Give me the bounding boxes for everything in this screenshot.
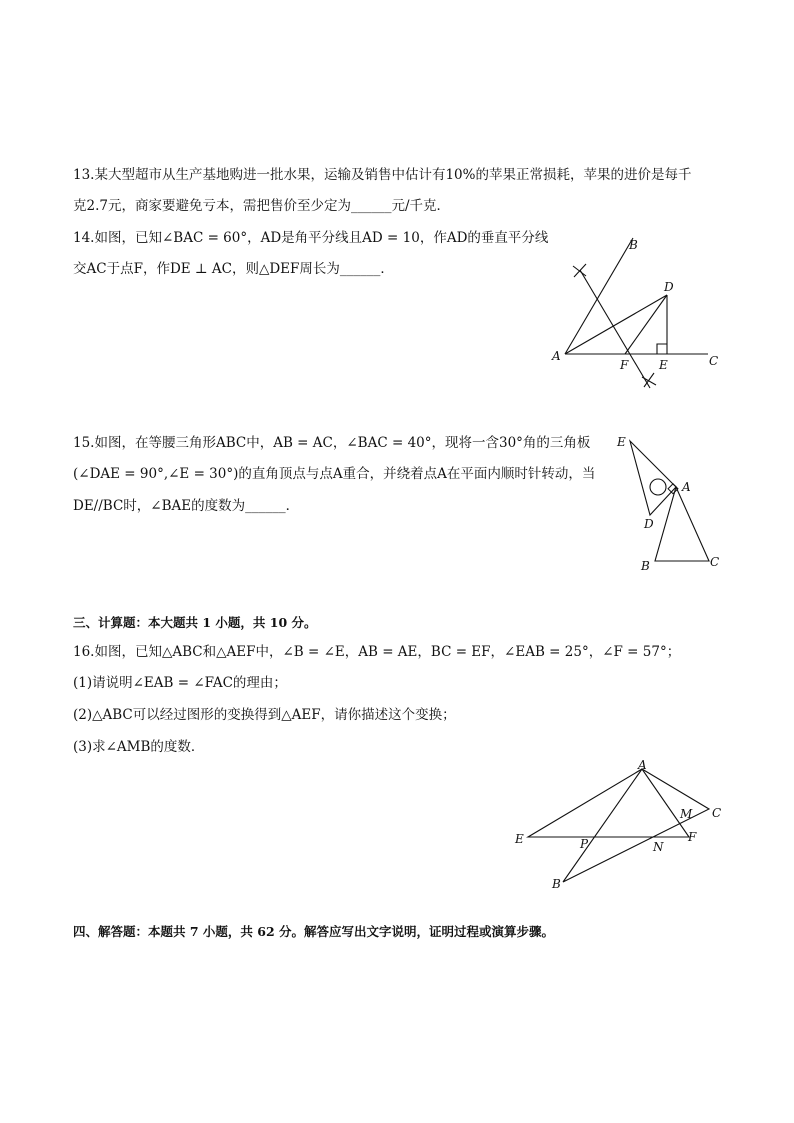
label-B: B xyxy=(641,559,650,573)
label-F: F xyxy=(620,358,629,372)
segment-AD xyxy=(565,295,667,354)
label-B: B xyxy=(629,238,638,252)
q16-line1: 16.如图，已知△ABC和△AEF中，∠B = ∠E，AB = AE，BC = EF，∠EAB = 25°，∠F = 57°； xyxy=(73,644,681,660)
section3-title: 三、计算题：本大题共 1 小题，共 10 分。 xyxy=(73,615,317,630)
q14-line2: 交AC于点F，作DE ⊥ AC，则△DEF周长为______． xyxy=(73,261,394,277)
arc-mark-bottom xyxy=(642,373,656,387)
q15-line2: (∠DAE = 90°,∠E = 30°)的直角顶点与点A重合，并绕着点A在平面内顺时针转动，当 xyxy=(73,466,596,482)
q16-figure xyxy=(505,757,735,897)
q16-line4: (3)求∠AMB的度数． xyxy=(73,739,205,755)
q15-line1: 15.如图，在等腰三角形ABC中，AB = AC，∠BAC = 40°，现将一含30°角的三角板 xyxy=(73,435,591,451)
label-F: F xyxy=(688,830,697,844)
label-A: A xyxy=(552,349,561,363)
right-angle-mark xyxy=(657,344,667,354)
label-E: E xyxy=(515,832,524,846)
q14-line1: 14.如图，已知∠BAC = 60°，AD是角平分线且AD = 10，作AD的垂直平分线 xyxy=(73,230,549,246)
label-N: N xyxy=(653,840,664,854)
perpendicular-bisector xyxy=(580,270,650,388)
q16-line3: (2)△ABC可以经过图形的变换得到△AEF，请你描述这个变换； xyxy=(73,707,456,723)
label-P: P xyxy=(580,837,589,851)
triangle-AEF xyxy=(528,769,689,837)
label-A: A xyxy=(638,758,647,772)
label-D: D xyxy=(644,517,654,531)
section4-title: 四、解答题：本题共 7 小题，共 62 分。解答应写出文字说明，证明过程或演算步骤。 xyxy=(73,924,555,939)
triangle-ABC xyxy=(655,487,709,561)
label-C: C xyxy=(712,806,722,820)
label-C: C xyxy=(710,555,720,569)
q13-line1: 13.某大型超市从生产基地购进一批水果，运输及销售中估计有10%的苹果正常损耗，苹果的进价是每千 xyxy=(73,167,692,183)
label-E: E xyxy=(659,358,668,372)
set-square-hole xyxy=(650,479,666,495)
label-D: D xyxy=(664,280,674,294)
q14-figure xyxy=(540,230,740,400)
ray-AB xyxy=(565,238,633,354)
q13-line2: 克2.7元，商家要避免亏本，需把售价至少定为______元/千克． xyxy=(73,198,451,214)
label-B: B xyxy=(552,877,561,891)
arc-mark-top xyxy=(573,264,586,277)
q16-line2: (1)请说明∠EAB = ∠FAC的理由； xyxy=(73,675,287,691)
label-E: E xyxy=(617,435,626,449)
set-square-ADE xyxy=(630,441,676,515)
label-M: M xyxy=(680,807,693,821)
label-C: C xyxy=(709,354,719,368)
segment-DF xyxy=(625,295,667,354)
q15-figure xyxy=(610,430,730,575)
label-A: A xyxy=(682,480,691,494)
q15-line3: DE//BC时，∠BAE的度数为______． xyxy=(73,498,300,514)
triangle-ABC xyxy=(563,769,709,882)
